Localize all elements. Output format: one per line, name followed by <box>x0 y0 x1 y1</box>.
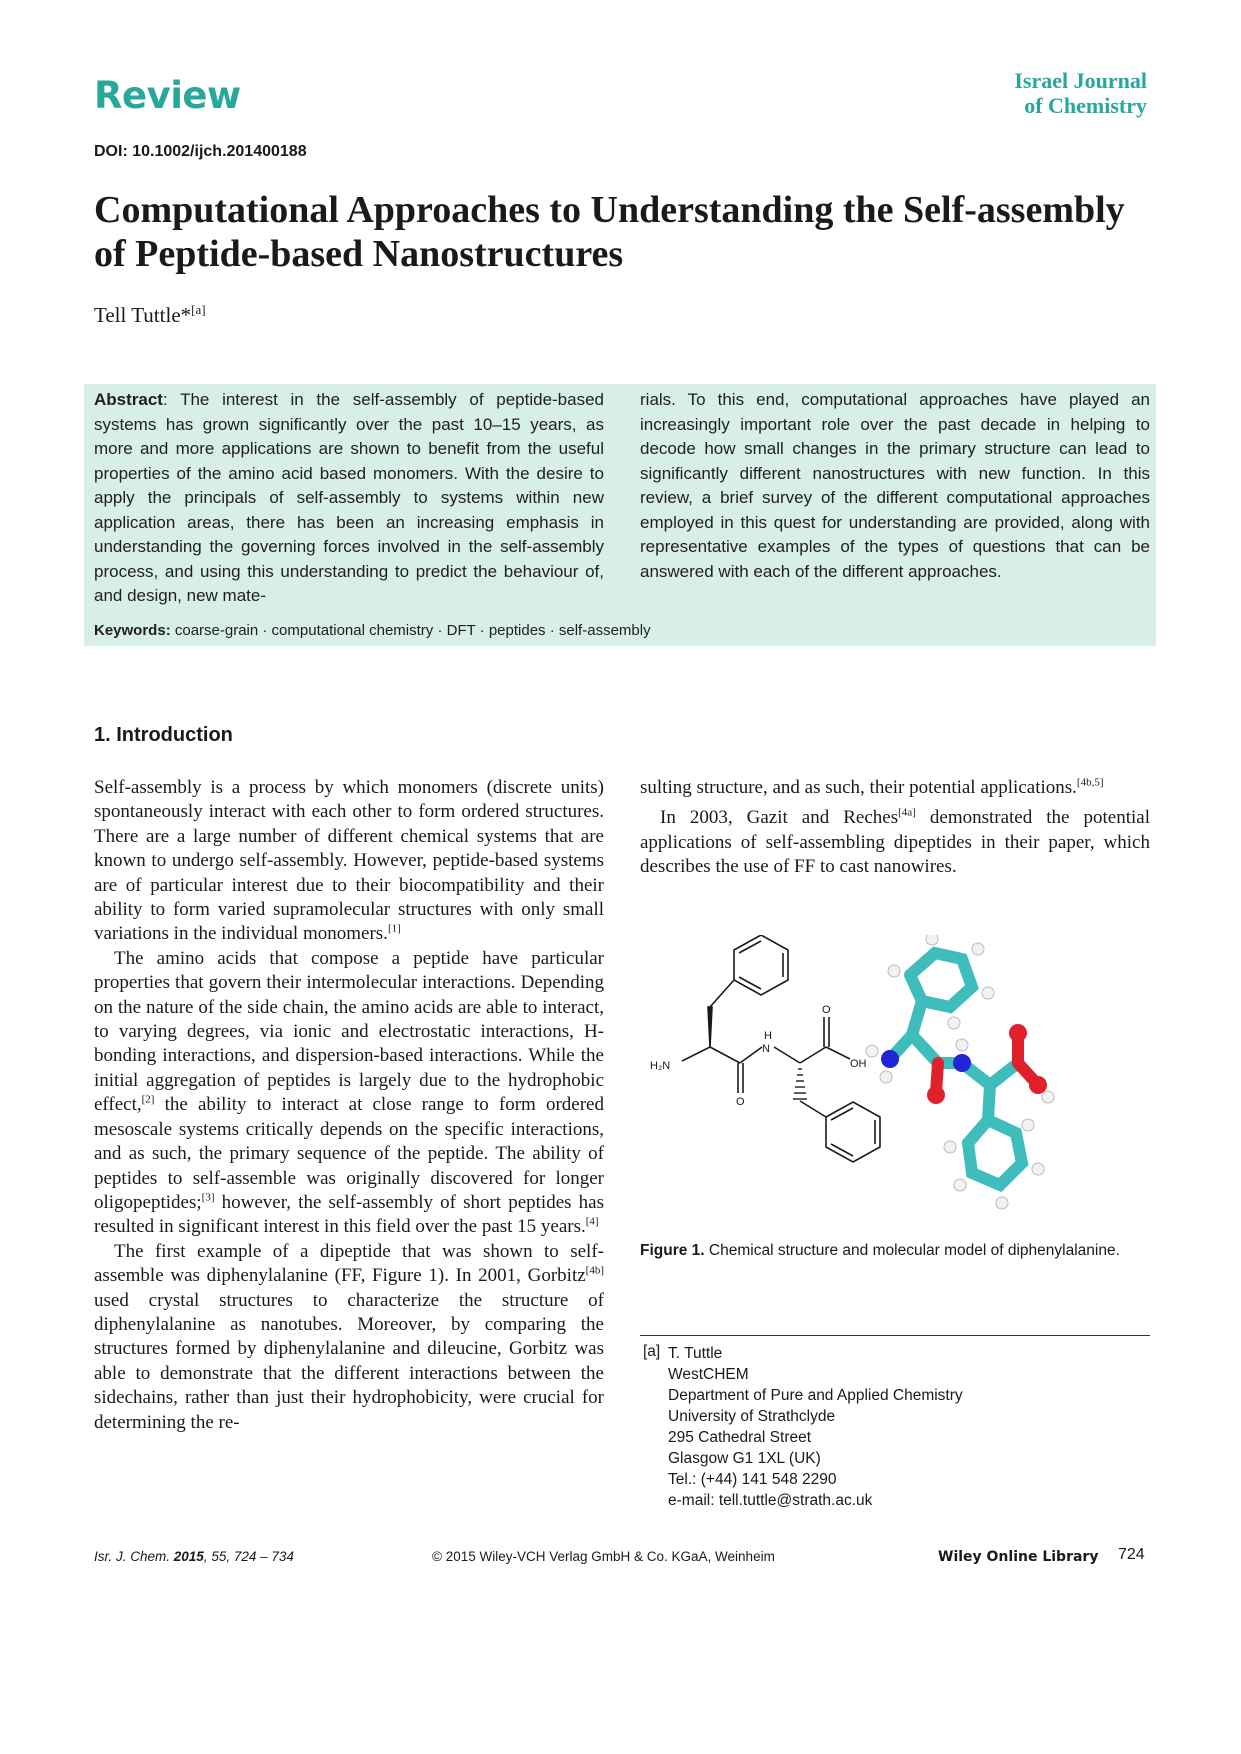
phenyl-ring-lower <box>826 1102 880 1162</box>
bond <box>800 1047 826 1063</box>
caption-lead: Figure 1. <box>640 1242 705 1259</box>
author <box>94 302 206 328</box>
label-nh-n: N <box>762 1043 770 1055</box>
intro-paragraph-3 <box>94 1240 604 1435</box>
intro-p1-text: Self-assembly is a process by which monomers (discrete units) spontaneously interact with each other to form ordered structures. There are a large number of different chemical systems that are known to undergo self-assembly. However, peptide-based systems are of particular interest due to their biocompatibility and their ability to form varied supramolecular structures with only small variations in the individual monomers. <box>94 777 604 945</box>
molecular-model <box>866 935 1054 1209</box>
model-atom-hydrogen <box>866 1045 878 1057</box>
keywords-label: Keywords: <box>94 622 171 639</box>
footer-citation <box>94 1549 294 1564</box>
intro-p5-text-a: In 2003, Gazit and Reches <box>660 807 899 829</box>
intro-p3-text-a: The first example of a dipeptide that was shown to self-assemble was diphenylalanine (FF, Figure 1). In 2001, Gorbitz <box>94 1240 604 1287</box>
intro-p2-text-c: however, the self-assembly of short peptides has resulted in significant interest in this field over the past 15 years. <box>94 1191 604 1238</box>
bond <box>710 1047 740 1063</box>
model-atom-hydrogen <box>944 1141 956 1153</box>
footer-year: 2015 <box>173 1549 204 1564</box>
affiliation-line: University of Strathclyde <box>668 1408 836 1425</box>
model-atom-nitrogen <box>953 1054 971 1072</box>
figure-1 <box>650 935 1150 1235</box>
citation-ref[interactable]: [4b] <box>585 1264 604 1277</box>
bond <box>800 1101 826 1117</box>
model-ring-lower <box>968 1120 1022 1185</box>
ring-double-bond <box>739 941 761 953</box>
caption-text: Chemical structure and molecular model of diphenylalanine. <box>704 1242 1120 1259</box>
model-atom-hydrogen <box>880 1071 892 1083</box>
affiliation-line: T. Tuttle <box>668 1345 723 1362</box>
section-heading-introduction: 1. Introduction <box>94 724 233 746</box>
affiliation-line: Tel.: (+44) 141 548 2290 <box>668 1471 837 1488</box>
article-title: Computational Approaches to Understanding the Self-assembly of Peptide-based Nanostructures <box>94 189 1125 275</box>
abstract-lead: Abstract <box>94 390 163 409</box>
model-atom-hydrogen <box>926 935 938 945</box>
citation-ref[interactable]: [3] <box>201 1191 215 1204</box>
model-atom-hydrogen <box>954 1179 966 1191</box>
journal-name <box>927 68 1147 118</box>
footer-copyright: © 2015 Wiley-VCH Verlag GmbH & Co. KGaA, Weinheim <box>432 1549 775 1564</box>
abstract-right-column <box>640 388 1150 584</box>
label-o-bottom: O <box>736 1096 745 1108</box>
bond <box>826 1047 850 1059</box>
bond <box>682 1047 710 1061</box>
body-right-column <box>640 776 1150 880</box>
label-oh: OH <box>850 1058 867 1070</box>
intro-paragraph-2 <box>94 947 604 1240</box>
model-atom-hydrogen <box>1042 1091 1054 1103</box>
intro-p5-text-b: demonstrated the potential applications of self-assembling dipeptides in their paper, which describes the use of FF to cast nanowires. <box>640 807 1150 878</box>
footnote-rule <box>640 1335 1150 1336</box>
affiliation-line: Glasgow G1 1XL (UK) <box>668 1450 821 1467</box>
affiliation-email[interactable]: e-mail: tell.tuttle@strath.ac.uk <box>668 1492 873 1509</box>
footer-volume-pages: , 55, 724 – 734 <box>203 1549 294 1564</box>
affiliation-line: 295 Cathedral Street <box>668 1429 812 1446</box>
section-label: Review <box>94 74 241 117</box>
ring-double-bond <box>739 977 761 989</box>
bond <box>774 1047 800 1063</box>
abstract-text-left: : The interest in the self-assembly of peptide-based systems has grown significantly over the past 10–15 years, as more and more applications are shown to benefit from the useful properties of the amino acid based monomers. With the desire to apply the principals of self-assembly to systems within new application areas, there has been an increasing emphasis in understanding the governing forces involved in the self-assembly process, and using this understanding to predict the behaviour of, and design, new mate- <box>94 390 604 605</box>
citation-ref[interactable]: [4a] <box>898 807 916 820</box>
intro-p2-text-b: the ability to interact at close range to form ordered mesoscale systems critically depends on the specific interactions, and as such, the primary sequence of the peptide. The ability of peptides to self-assemble was originally discovered for longer oligopeptides; <box>94 1094 604 1213</box>
intro-paragraph-4 <box>640 776 1150 800</box>
citation-ref[interactable]: [4b,5] <box>1076 776 1104 789</box>
author-name: Tell Tuttle* <box>94 303 192 327</box>
bond <box>710 980 734 1007</box>
intro-p4-text: sulting structure, and as such, their potential applications. <box>640 777 1077 798</box>
hashed-bond <box>793 1069 807 1099</box>
model-atom-oxygen <box>927 1086 945 1104</box>
label-h2n: H₂N <box>650 1060 671 1072</box>
model-atom-hydrogen <box>888 965 900 977</box>
label-o-top: O <box>822 1004 831 1016</box>
doi[interactable]: DOI: 10.1002/ijch.201400188 <box>94 143 307 160</box>
model-atom-hydrogen <box>996 1197 1008 1209</box>
keywords <box>94 622 651 639</box>
model-atom-hydrogen <box>1022 1119 1034 1131</box>
intro-paragraph-1 <box>94 776 604 947</box>
abstract-text-right: rials. To this end, computational approaches have played an increasingly important role over the past decade in helping to decode how small changes in the primary structure can lead to significantly different nanostructures with new function. In this review, a brief survey of the different computational approaches employed in this quest for understanding are provided, along with representative examples of the types of questions that can be answered with each of the different approaches. <box>640 390 1150 581</box>
citation-ref[interactable]: [4] <box>585 1215 599 1228</box>
affiliation-line: Department of Pure and Applied Chemistry <box>668 1387 963 1404</box>
wedge-bond <box>708 1007 712 1047</box>
wiley-online-library-logo[interactable]: Wiley Online Library <box>938 1549 1099 1565</box>
journal-name-line2: of Chemistry <box>1024 93 1147 118</box>
model-atom-hydrogen <box>948 1017 960 1029</box>
journal-name-line1: Israel Journal <box>1014 68 1147 93</box>
model-atom-oxygen <box>1029 1076 1047 1094</box>
keywords-list: coarse-grain · computational chemistry · DFT · peptides · self-assembly <box>174 622 651 639</box>
citation-ref[interactable]: [1] <box>387 923 401 936</box>
model-atom-hydrogen <box>972 943 984 955</box>
page-number: 724 <box>1118 1546 1145 1563</box>
author-affiliation-mark: [a] <box>191 302 206 317</box>
model-atom-hydrogen <box>956 1039 968 1051</box>
chemical-structure <box>682 935 880 1162</box>
label-nh-h: H <box>764 1030 772 1042</box>
footnote-label: [a] <box>643 1343 661 1360</box>
model-atom-hydrogen <box>1032 1163 1044 1175</box>
ring-double-bond <box>831 1144 853 1156</box>
affiliation-line: WestCHEM <box>668 1366 749 1383</box>
model-atom-hydrogen <box>982 987 994 999</box>
ring-double-bond <box>831 1108 853 1120</box>
body-left-column <box>94 776 604 1435</box>
citation-ref[interactable]: [2] <box>141 1093 155 1106</box>
bond <box>740 1047 762 1063</box>
intro-p2-text-a: The amino acids that compose a peptide have particular properties that govern their intermolecular interactions. Depending on the nature of the side chain, the amino acids are able to interact, to varying degrees, via ionic and electrostatic interactions, H-bonding interactions, and dispersion-based interactions. While the initial aggregation of peptides is largely due to the hydrophobic effect, <box>94 947 604 1116</box>
affiliation-footnote <box>668 1343 1148 1511</box>
intro-paragraph-5 <box>640 806 1150 879</box>
phenyl-ring-upper <box>734 935 788 995</box>
model-atom-oxygen <box>1009 1024 1027 1042</box>
footer-journal: Isr. J. Chem. <box>94 1549 171 1564</box>
figure-1-caption <box>640 1240 1150 1261</box>
model-atom-nitrogen <box>881 1050 899 1068</box>
abstract-left-column <box>94 388 604 609</box>
intro-p3-text-b: used crystal structures to characterize the structure of diphenylalanine as nanotubes. Moreover, by comparing the structures formed by diphenylalanine and dileucine, Gorbitz was able to demonstrate that the different interactions between the sidechains, rather than just their hydrophobicity, were crucial for determining the re- <box>94 1289 604 1433</box>
